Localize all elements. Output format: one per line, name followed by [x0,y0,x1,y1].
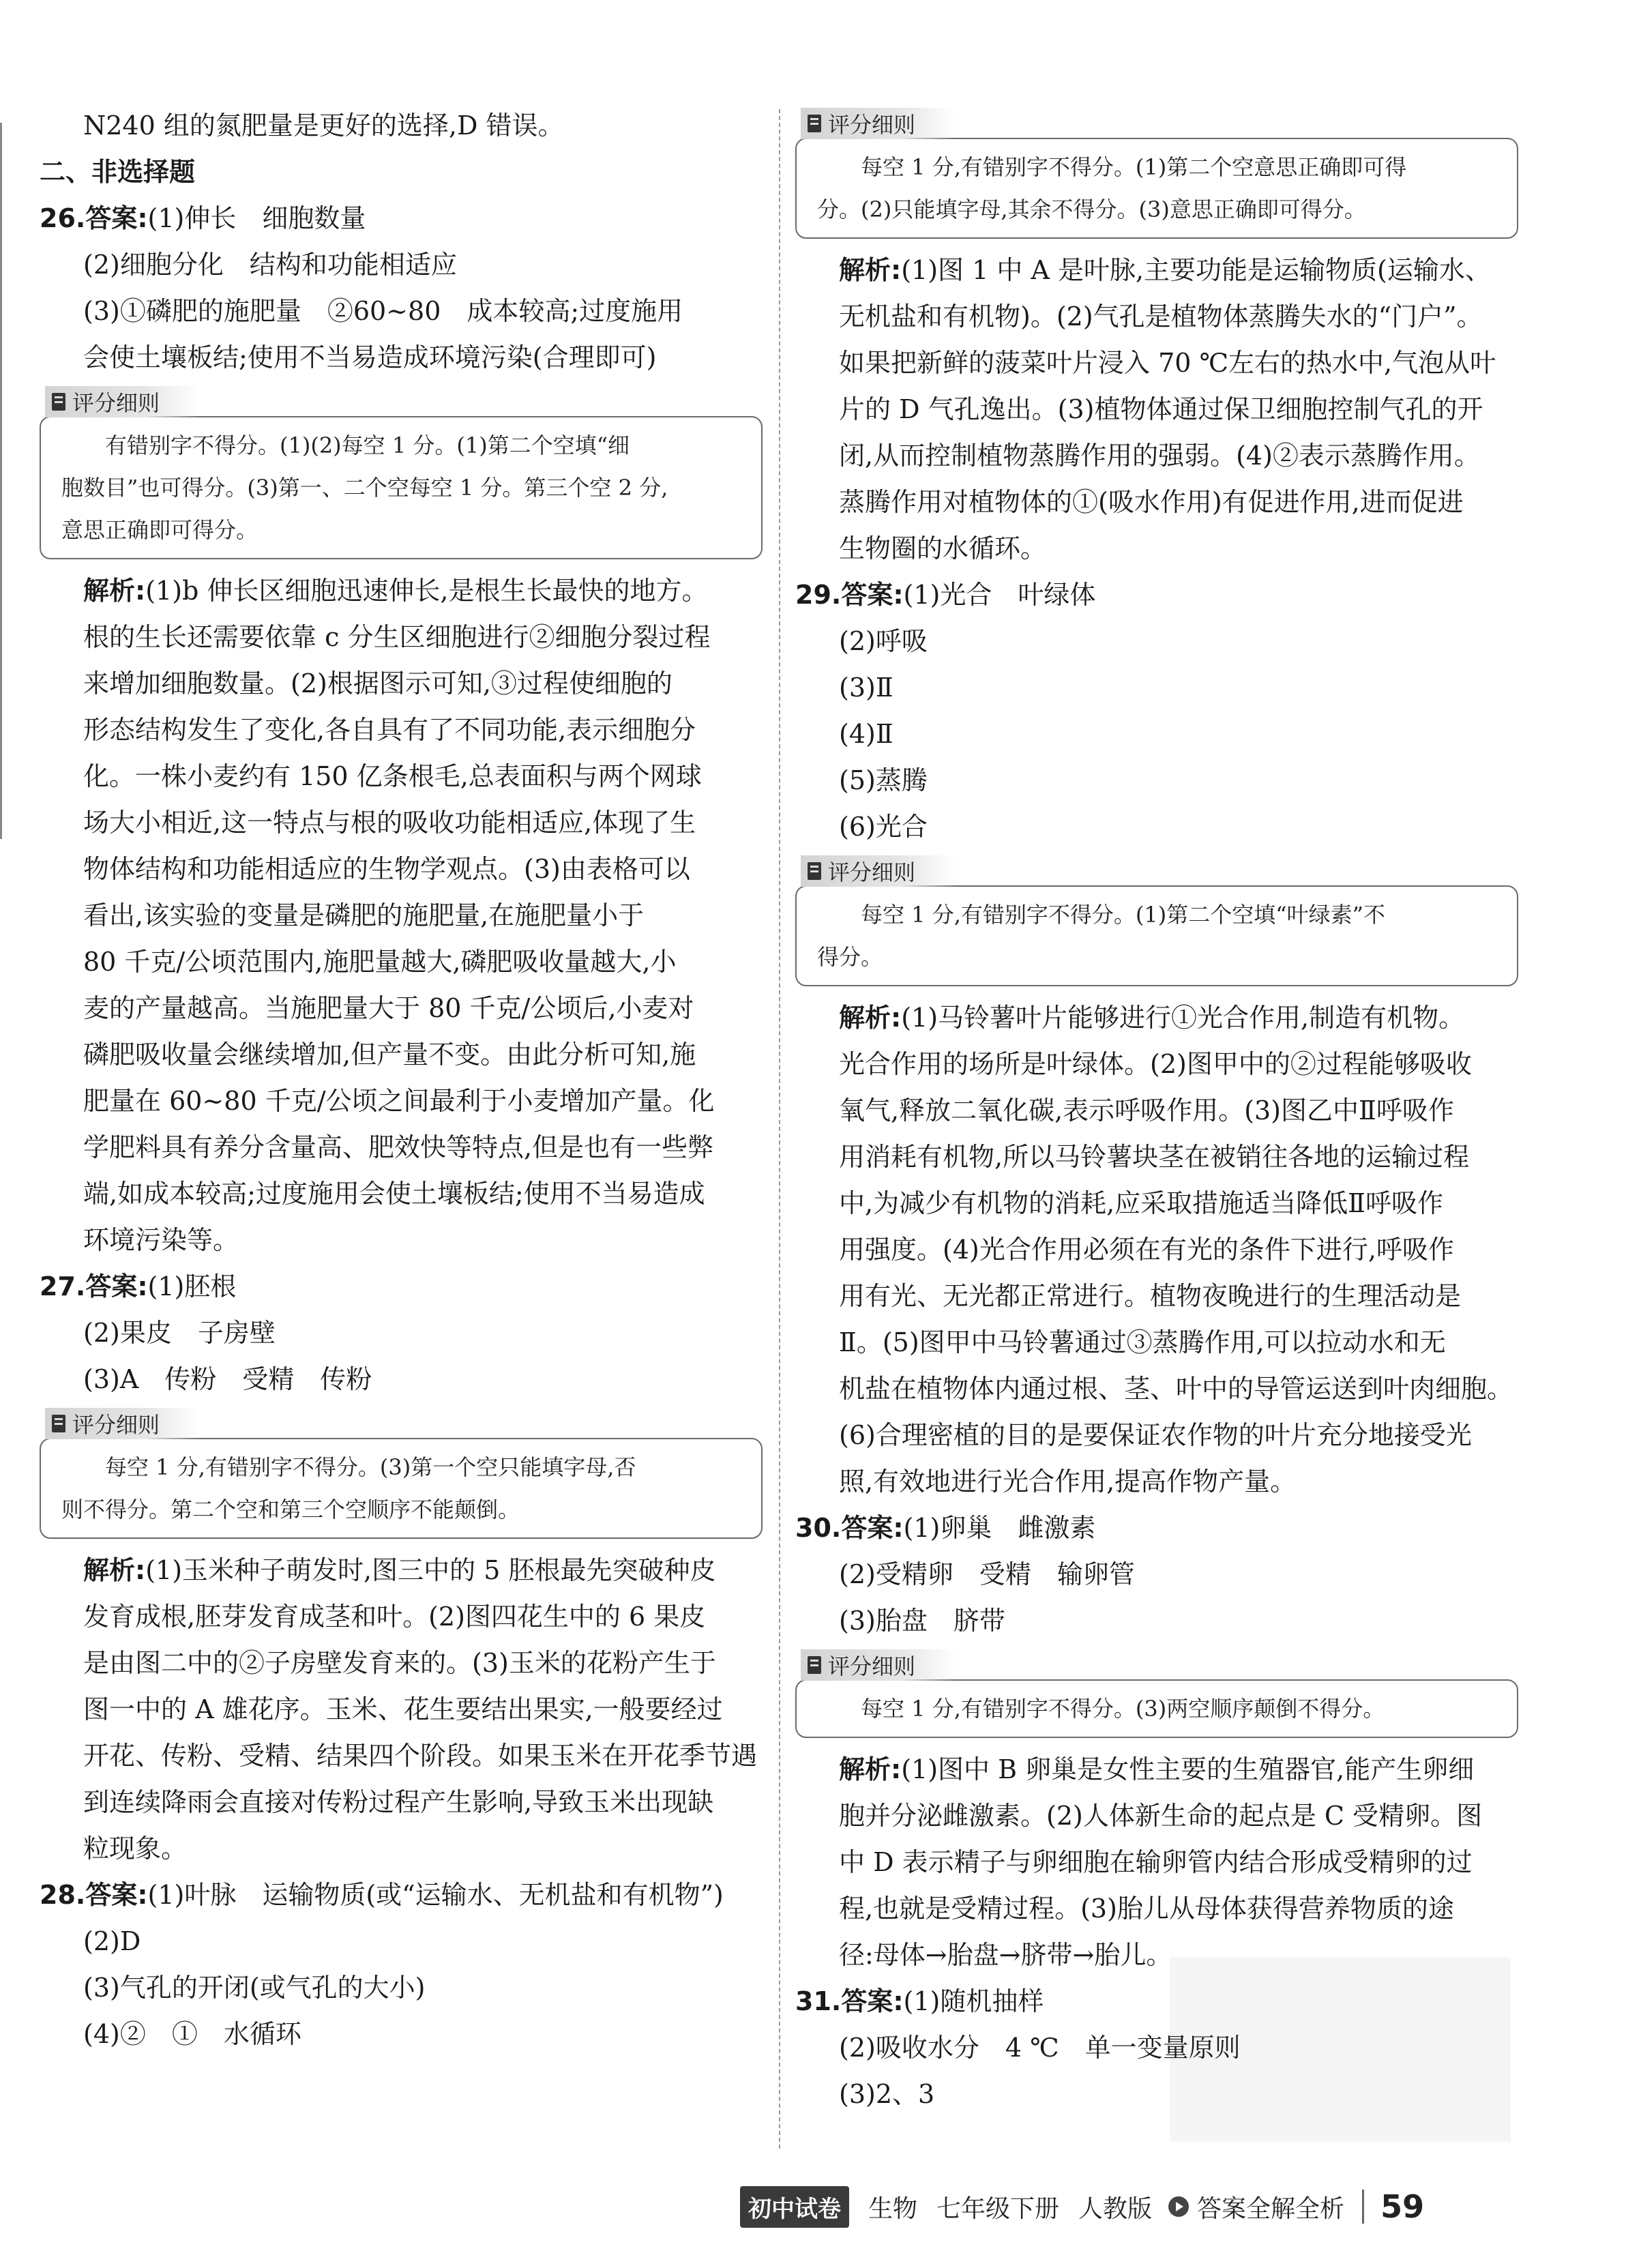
answer-label: 答案: [841,580,904,610]
analysis-label: 解析: [839,1003,902,1033]
text-line: (2)受精卵 受精 输卵管 [839,1559,1135,1589]
scoring-rule-line: 每空 1 分,有错别字不得分。(1)第二个空填“叶绿素”不 [861,902,1385,928]
scoring-rules-block [795,1649,1518,1738]
text-line: 中 D 表示精子与卵细胞在输卵管内结合形成受精卵的过 [839,1847,1473,1877]
analysis-line [40,568,763,614]
scoring-rules-tag [801,855,956,887]
analysis-label: 解析: [83,1555,146,1585]
text-line: (3)气孔的开闭(或气孔的大小) [83,1973,426,2003]
text-line: 图一中的 A 雄花序。玉米、花生要结出果实,一般要经过 [83,1694,723,1724]
analysis-line [795,995,1518,1041]
question-number: 28. [40,1880,86,1910]
scoring-rule-line: 每空 1 分,有错别字不得分。(1)第二个空意思正确即可得 [861,154,1407,180]
series-badge: 初中试卷 [740,2186,849,2228]
answer-label: 答案: [85,203,148,233]
analysis-label: 解析: [83,576,146,606]
scoring-rules-label: 评分细则 [828,1653,916,1679]
question-number: 26. [40,203,86,233]
text-line: 氧气,释放二氧化碳,表示呼吸作用。(3)图乙中Ⅱ呼吸作 [839,1095,1454,1125]
text-line: 用有光、无光都正常进行。植物夜晚进行的生理活动是 [839,1281,1462,1311]
book-icon [52,1415,65,1432]
analysis-text: (1)b 伸长区细胞迅速伸长,是根生长最快的地方。 [145,576,708,606]
book-icon [808,115,821,132]
text-line: (3)2、3 [839,2079,935,2109]
analysis-label: 解析: [839,1754,902,1784]
scoring-rules-block [795,108,1518,239]
analysis-text: (1)马铃薯叶片能够进行①光合作用,制造有机物。 [901,1003,1465,1033]
analysis-label: 解析: [839,255,902,285]
answer-text: (1)随机抽样 [903,1986,1044,2016]
left-column [40,102,763,2057]
analysis-text: (1)图 1 中 A 是叶脉,主要功能是运输物质(运输水、 [901,255,1491,285]
text-line: (2)果皮 子房壁 [83,1318,276,1348]
question-number: 29. [795,580,842,610]
scoring-rule-line: 则不得分。第二个空和第三个空顺序不能颠倒。 [61,1497,520,1522]
analysis-text: (1)图中 B 卵巢是女性主要的生殖器官,能产生卵细 [901,1754,1475,1784]
footer-grade: 七年级下册 [936,2194,1060,2223]
right-column [795,102,1518,2117]
text-line: (3)①磷肥的施肥量 ②60~80 成本较高;过度施用 [83,296,683,326]
scoring-rules-tag [45,1408,201,1439]
answer-text: (1)卵巢 雌激素 [903,1513,1096,1543]
analysis-text: (1)玉米种子萌发时,图三中的 5 胚根最先突破种皮 [145,1555,716,1585]
scoring-rules-tag [45,386,201,417]
column-divider [779,109,780,2149]
text-line: 如果把新鲜的菠菜叶片浸入 70 ℃左右的热水中,气泡从叶 [839,348,1496,378]
text-line: 发育成根,胚芽发育成茎和叶。(2)图四花生中的 6 果皮 [83,1602,706,1632]
text-line: 光合作用的场所是叶绿体。(2)图甲中的②过程能够吸收 [839,1049,1472,1079]
text-line: N240 组的氮肥量是更好的选择,D 错误。 [83,111,564,141]
text-line: (6)合理密植的目的是要保证农作物的叶片充分地接受光 [839,1420,1472,1450]
question-number: 30. [795,1513,842,1543]
page-number: 59 [1380,2188,1425,2225]
scoring-rules-box [40,1438,763,1539]
scoring-rule-line: 胞数目”也可得分。(3)第一、二个空每空 1 分。第三个空 2 分, [61,475,668,501]
section-heading: 二、非选择题 [40,157,196,187]
text-line: 生物圈的水循环。 [839,533,1047,563]
answer-text: (1)光合 叶绿体 [903,580,1096,610]
scoring-rules-box [795,1679,1518,1738]
text-line: 粒现象。 [83,1833,188,1864]
text-line: 开花、传粉、受精、结果四个阶段。如果玉米在开花季节遇 [83,1741,758,1771]
text-line: 照,有效地进行光合作用,提高作物产量。 [839,1467,1297,1497]
text-line: 环境污染等。 [83,1225,239,1255]
text-line: 80 千克/公顷范围内,施肥量越大,磷肥吸收量越大,小 [83,947,677,977]
page-footer [740,2183,1424,2230]
scoring-rules-block [795,855,1518,986]
text-line: 是由图二中的②子房壁发育来的。(3)玉米的花粉产生于 [83,1648,716,1678]
text-line: 场大小相近,这一特点与根的吸收功能相适应,体现了生 [83,808,696,838]
footer-separator [1362,2190,1364,2224]
text-line: (2)D [83,1926,141,1956]
scoring-rules-label: 评分细则 [72,390,160,416]
text-line: 机盐在植物体内通过根、茎、叶中的导管运送到叶肉细胞。 [839,1374,1513,1404]
scoring-rule-line: 每空 1 分,有错别字不得分。(3)第一个空只能填字母,否 [105,1454,636,1480]
text-line: 到连续降雨会直接对传粉过程产生影响,导致玉米出现缺 [83,1787,714,1817]
answer-text: (1)胚根 [147,1271,237,1301]
answer-line [40,1872,763,1918]
binding-margin-line [0,123,9,839]
text-line: 物体结构和功能相适应的生物学观点。(3)由表格可以 [83,854,690,884]
scoring-rule-line: 分。(2)只能填字母,其余不得分。(3)意思正确即可得分。 [817,196,1366,222]
scoring-rules-box [795,885,1518,986]
answer-line [40,1263,763,1310]
question-number: 27. [40,1271,86,1301]
footer-subject: 生物 [868,2194,918,2223]
scoring-rules-tag [801,108,956,139]
text-line: 闭,从而控制植物蒸腾作用的强弱。(4)②表示蒸腾作用。 [839,441,1480,471]
book-icon [52,393,65,411]
book-icon [808,862,821,880]
text-line: (2)细胞分化 结构和功能相适应 [83,250,457,280]
analysis-line [795,1746,1518,1793]
answer-line [795,1505,1518,1551]
text-line: 会使土壤板结;使用不当易造成环境污染(合理即可) [83,342,657,372]
answer-text: (1)叶脉 运输物质(或“运输水、无机盐和有机物”) [147,1880,724,1910]
scoring-rule-line: 意思正确即可得分。 [61,517,258,543]
answer-line [795,572,1518,618]
text-line: 程,也就是受精过程。(3)胎儿从母体获得营养物质的途 [839,1894,1454,1924]
text-line: 蒸腾作用对植物体的①(吸水作用)有促进作用,进而促进 [839,487,1464,517]
scoring-rule-line: 每空 1 分,有错别字不得分。(3)两空顺序颠倒不得分。 [861,1696,1385,1722]
book-icon [808,1656,821,1674]
text-line: 形态结构发生了变化,各自具有了不同功能,表示细胞分 [83,715,696,745]
answer-line [40,195,763,241]
text-line: 麦的产量越高。当施肥量大于 80 千克/公顷后,小麦对 [83,993,694,1023]
answer-label: 答案: [841,1986,904,2016]
text-line: (4)② ① 水循环 [83,2019,301,2049]
question-number: 31. [795,1986,842,2016]
answer-label: 答案: [841,1513,904,1543]
text-line: 端,如成本较高;过度施用会使土壤板结;使用不当易造成 [83,1179,705,1209]
text-line: 用强度。(4)光合作用必须在有光的条件下进行,呼吸作 [839,1235,1454,1265]
scoring-rules-label: 评分细则 [828,112,916,138]
text-line: (6)光合 [839,812,928,842]
text-line: 磷肥吸收量会继续增加,但产量不变。由此分析可知,施 [83,1040,696,1070]
text-line: (3)A 传粉 受精 传粉 [83,1364,372,1394]
scoring-rule-line: 有错别字不得分。(1)(2)每空 1 分。(1)第二个空填“细 [105,432,630,458]
scoring-rules-block [40,1408,763,1539]
scoring-rules-box [40,416,763,559]
text-line: 片的 D 气孔逸出。(3)植物体通过保卫细胞控制气孔的开 [839,394,1483,424]
text-line: 径:母体→胎盘→脐带→胎儿。 [839,1940,1172,1970]
text-line: 根的生长还需要依靠 c 分生区细胞进行②细胞分裂过程 [83,622,711,652]
answer-line [795,1978,1518,2024]
text-line: (3)Ⅱ [839,673,893,703]
play-circle-icon [1168,2196,1189,2217]
footer-title: 答案全解全析 [1197,2194,1345,2223]
text-line: (3)胎盘 脐带 [839,1606,1005,1636]
analysis-line [40,1547,763,1593]
answer-label: 答案: [85,1271,148,1301]
scoring-rule-line: 得分。 [817,944,883,970]
text-line: 胞并分泌雌激素。(2)人体新生命的起点是 C 受精卵。图 [839,1801,1483,1831]
text-line: 化。一株小麦约有 150 亿条根毛,总表面积与两个网球 [83,761,702,791]
scoring-rules-label: 评分细则 [72,1412,160,1438]
text-line: 来增加细胞数量。(2)根据图示可知,③过程使细胞的 [83,668,672,698]
text-line: (2)吸收水分 4 ℃ 单一变量原则 [839,2033,1241,2063]
analysis-line [795,247,1518,293]
scoring-rules-tag [801,1649,956,1681]
text-line: (2)呼吸 [839,626,928,656]
text-line: 学肥料具有养分含量高、肥效快等特点,但是也有一些弊 [83,1132,714,1162]
footer-edition: 人教版 [1078,2194,1153,2223]
scoring-rules-block [40,386,763,559]
text-line: (5)蒸腾 [839,765,928,795]
text-line: 用消耗有机物,所以马铃薯块茎在被销往各地的运输过程 [839,1142,1470,1172]
text-line: (4)Ⅱ [839,719,893,749]
answer-label: 答案: [85,1880,148,1910]
text-line: 无机盐和有机物)。(2)气孔是植物体蒸腾失水的“门户”。 [839,301,1483,332]
answer-text: (1)伸长 细胞数量 [147,203,366,233]
text-line: 中,为减少有机物的消耗,应采取措施适当降低Ⅱ呼吸作 [839,1188,1443,1218]
text-line: Ⅱ。(5)图甲中马铃薯通过③蒸腾作用,可以拉动水和无 [839,1327,1446,1357]
text-line: 看出,该实验的变量是磷肥的施肥量,在施肥量小于 [83,900,645,930]
scoring-rules-label: 评分细则 [828,859,916,885]
scoring-rules-box [795,138,1518,239]
text-line: 肥量在 60~80 千克/公顷之间最利于小麦增加产量。化 [83,1086,715,1116]
